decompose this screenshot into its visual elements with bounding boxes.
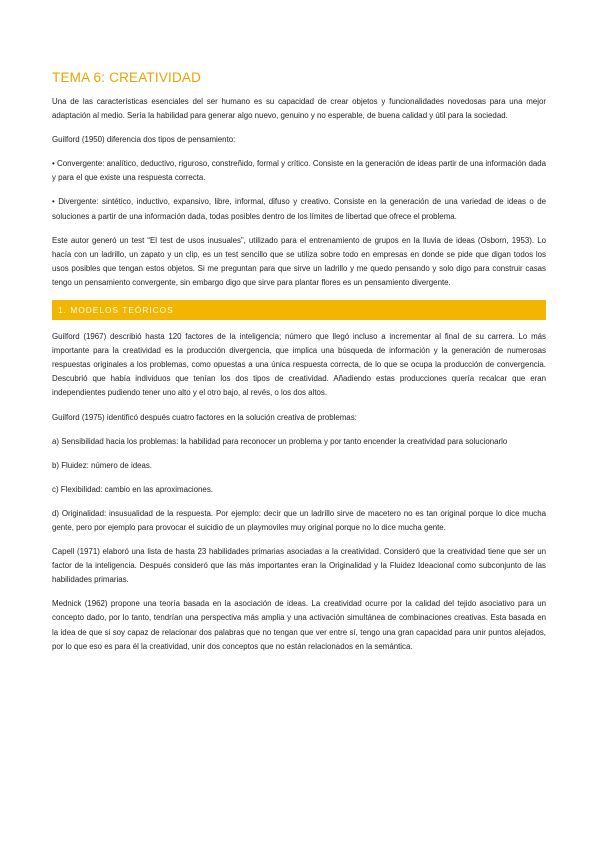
- page-title: TEMA 6: CREATIVIDAD: [52, 70, 202, 85]
- factor-b-item: b) Fluidez: número de ideas.: [52, 460, 153, 470]
- intro-paragraph: Una de las características esenciales del ser humano es su capacidad de crear objetos y funcionalidades novedosas para una mejor adaptación al medio. Sería la habilidad para generar algo nuevo, genuino y no esperable, de buena calidad y útil para la sociedad.: [52, 97, 546, 121]
- section-heading: 1. MODELOS TEÓRICOS: [52, 300, 546, 320]
- factor-c-item: c) Flexibilidad: cambio en las aproximaciones.: [52, 484, 213, 494]
- document-page: [52, 70, 546, 664]
- convergente-bullet: • Convergente: analítico, deductivo, riguroso, constreñido, formal y crítico. Consiste en la generación de ideas partir de una información dada y para el que existe una respuesta correcta.: [52, 159, 546, 183]
- factor-d-item: d) Originalidad: insusualidad de la respuesta. Por ejemplo: decir que un ladrillo sirve de macetero no es tan original porque lo dice mucha gente, pero por ejemplo para provocar el suicidio de un playmoviles muy original porque no lo dice mucha gente.: [52, 508, 546, 532]
- guilford-1975-paragraph: Guilford (1975) identificó después cuatro factores en la solución creativa de problemas:: [52, 412, 357, 422]
- capell-paragraph: Capell (1971) elaboró una lista de hasta 23 habilidades primarias asociadas a la creatividad. Consideró que la creatividad tiene que ser un factor de la inteligencia. Después consideró que las más importantes eran la Originalidad y la Fluidez Ideacional como subconjunto de las habilidades primarias.: [52, 547, 546, 585]
- guilford-1950-paragraph: Guilford (1950) diferencia dos tipos de pensamiento:: [52, 135, 236, 145]
- test-usos-paragraph: Este autor generó un test “El test de usos inusuales”, utilizado para el entrenamiento de grupos en la lluvia de ideas (Osborn, 1953). Lo hacía con un ladrillo, un zapato y un clip, es un test sencillo que se utiliza sobre todo en empresas en donde se pide que digan todos los usos posibles que tengan estos objetos. Si me preguntan para que sirve un ladrillo y me quedo pensando y solo digo para construir casas tengo un pensamiento convergente, sin embargo digo que sirve para plantar flores es un pensamiento divergente.: [52, 235, 546, 287]
- factor-a-item: a) Sensibilidad hacia los problemas: la habilidad para reconocer un problema y por tanto encender la creatividad para solucionarlo: [52, 436, 508, 446]
- guilford-1967-paragraph: Guilford (1967) describió hasta 120 factores de la inteligencia; número que llegó incluso a incrementar al final de su carrera. Lo más importante para la creatividad es la producción divergencia, que implica una búsqueda de información y la generación de numerosas respuestas originales a los problemas, como opuestas a una única respuesta correcta, de lo que se ocupa la producción de convergencia. Descubrió que había individuos que tenían los dos tipos de creatividad. Añadiendo estas producciones quería recalcar que eran independientes pudiendo tener uno alto y el otro bajo, al revés, o los dos altos.: [52, 332, 546, 398]
- mednick-paragraph: Mednick (1962) propone una teoría basada en la asociación de ideas. La creatividad ocurre por la calidad del tejido asociativo para un concepto dado, por lo tanto, tendrían una perspectiva más amplia y una activación simultánea de combinaciones creativas. Esta basada en la idea de que si soy capaz de relacionar dos palabras que no tengan que ver entre sí, tengo una gran capacidad para unir puntos alejados, por lo que eso es para él la creatividad, unir dos conceptos que no están relacionados en la semántica.: [52, 599, 546, 651]
- divergente-bullet: • Divergente: sintético, inductivo, expansivo, libre, informal, difuso y creativo. Consiste en la generación de una variedad de ideas o de soluciones a partir de una información dada, todas posibles dentro de los límites de libertad que ofrece el problema.: [52, 197, 546, 221]
